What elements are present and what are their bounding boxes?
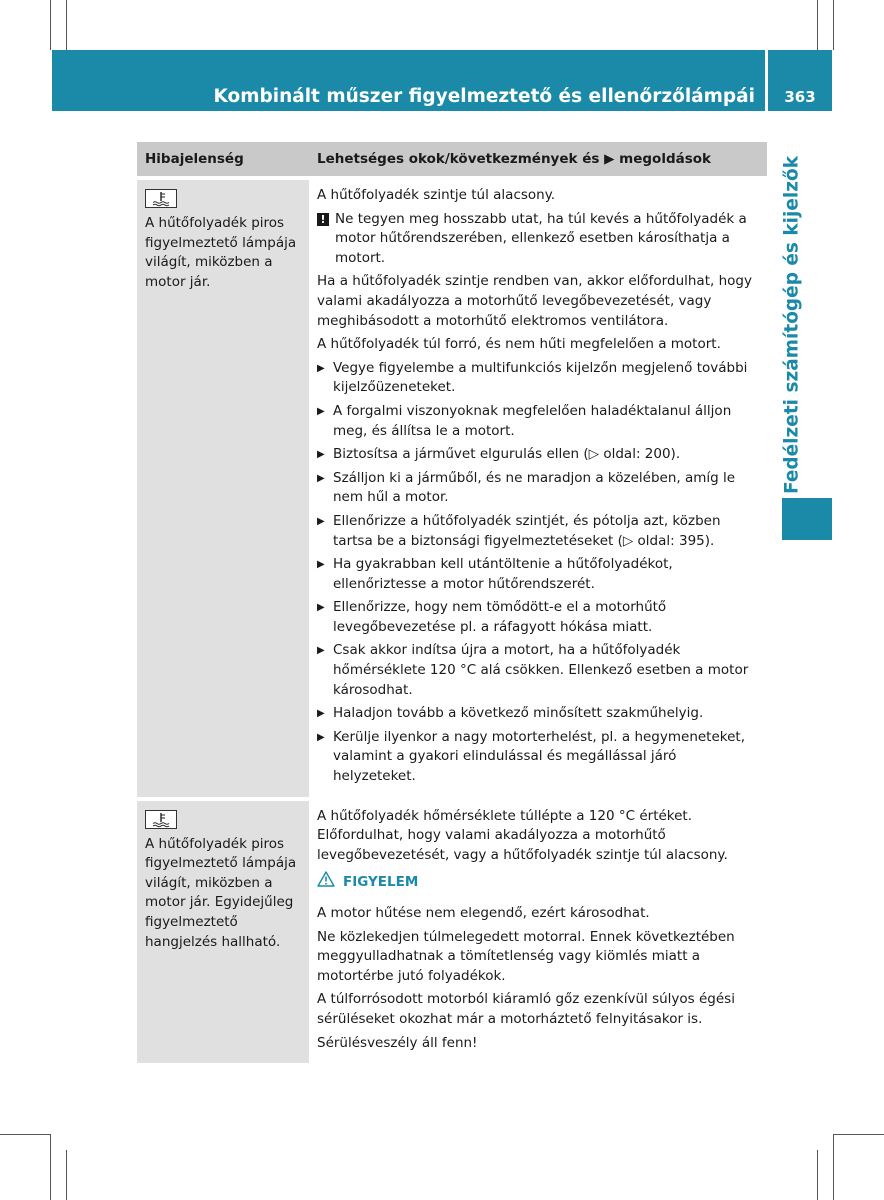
list-item	[317, 598, 763, 637]
crop-mark	[817, 0, 818, 50]
warning-text: Ne tegyen meg hosszabb utat, ha túl kevés a hűtőfolyadék a motor hűtőrendszerében, ellenkező esetben károsíthatja a motort.	[335, 210, 747, 266]
table-row	[137, 797, 767, 1064]
cause-text: Sérülésveszély áll fenn!	[317, 1034, 478, 1051]
crop-mark	[0, 1134, 50, 1135]
list-item-text: Ha gyakrabban kell utántöltenie a hűtőfolyadékot, ellenőriztesse a motor hűtőrendszerét.	[333, 556, 673, 592]
list-item-text: Csak akkor indítsa újra a motort, ha a hűtőfolyadék hőmérséklete 120 °C alá csökken. Ellenkező esetben a motor károsodhat.	[333, 642, 749, 698]
list-item-text: Biztosítsa a járművet elgurulás ellen (▷ oldal: 200).	[333, 446, 681, 463]
list-item	[317, 359, 763, 398]
cause-text: Ne közlekedjen túlmelegedett motorral. Ennek következtében meggyulladhatnak a tömítetlenség vagy kiömlés miatt a motortérbe jutó folyadékok.	[317, 928, 735, 984]
cause-text: A hűtőfolyadék túl forró, és nem hűti megfelelően a motort.	[317, 336, 721, 353]
bullet-arrow-icon: ▶	[317, 472, 325, 484]
caution-title: FIGYELEM	[343, 873, 419, 890]
bullet-arrow-icon: ▶	[317, 559, 325, 571]
crop-mark	[833, 0, 834, 50]
crop-mark	[834, 1134, 884, 1135]
cause-text: A hűtőfolyadék hőmérséklete túllépte a 120 °C értéket. Előfordulhat, hogy valami akadályozza a motorhűtő levegőbevezetését, vagy a hűtőfolyadék szintje túl alacsony.	[317, 807, 728, 863]
list-item-text: Vegye figyelembe a multifunkciós kijelzőn megjelenő további kijelzőüzeneteket.	[333, 359, 748, 396]
page-title: Kombinált műszer figyelmeztető és ellenőrzőlámpái	[213, 86, 755, 107]
table-row	[137, 176, 767, 797]
header-bar	[52, 50, 765, 111]
list-item	[317, 704, 763, 724]
crop-mark	[50, 0, 51, 50]
table-header	[137, 142, 767, 176]
fault-table	[137, 142, 767, 1063]
coolant-temperature-icon	[145, 189, 177, 208]
cause-text: A hűtőfolyadék szintje túl alacsony.	[317, 187, 556, 203]
list-item	[317, 728, 763, 787]
side-section-label	[770, 155, 814, 495]
column-header-causes: Lehetséges okok/következmények és ▶ megoldások	[317, 151, 712, 167]
bullet-arrow-icon: ▶	[317, 449, 325, 461]
cause-text: A túlforrósodott motorból kiáramló gőz ezenkívül súlyos égési sérüléseket okozhat már a motorháztető felnyitásakor is.	[317, 991, 735, 1027]
list-item	[317, 445, 763, 465]
damage-warning	[317, 210, 763, 269]
list-item	[317, 469, 763, 508]
page-number: 363	[784, 88, 816, 106]
list-item-text: Ellenőrizze, hogy nem tömődött-e el a motorhűtő levegőbevezetése pl. a ráfagyott hókása miatt.	[333, 599, 667, 635]
column-header-fault: Hibajelenség	[145, 151, 244, 167]
list-item-text: Szálljon ki a járműből, és ne maradjon a közelében, amíg le nem hűl a motor.	[333, 469, 736, 506]
crop-mark	[50, 1134, 51, 1200]
page-number-box	[768, 50, 832, 111]
bullet-arrow-icon: ▶	[317, 708, 325, 720]
cause-text: A motor hűtése nem elegendő, ezért károsodhat.	[317, 905, 650, 921]
fault-cell	[137, 180, 309, 797]
bullet-arrow-icon: ▶	[317, 515, 325, 527]
crop-mark	[817, 1150, 818, 1200]
causes-cell	[309, 180, 767, 797]
crop-mark	[833, 1134, 834, 1200]
list-item-text: A forgalmi viszonyoknak megfelelően haladéktalanul álljon meg, és állítsa le a motort.	[333, 402, 732, 439]
fault-cell	[137, 801, 309, 1064]
list-item-text: Ellenőrizze a hűtőfolyadék szintjét, és pótolja azt, közben tartsa be a biztonsági figyelmeztetéseket (▷ oldal: 395).	[333, 512, 721, 549]
bullet-arrow-icon: ▶	[317, 731, 325, 743]
warning-exclamation-icon: !	[317, 210, 335, 269]
list-item	[317, 641, 763, 700]
causes-cell	[309, 801, 767, 1064]
bullet-arrow-icon: ▶	[317, 405, 325, 417]
crop-mark	[66, 1150, 67, 1200]
list-item	[317, 402, 763, 441]
list-item-text: Haladjon tovább a következő minősített szakműhelyig.	[333, 705, 704, 722]
warning-triangle-icon	[317, 871, 335, 894]
fault-description: A hűtőfolyadék piros figyelmeztető lámpája világít, miközben a motor jár. Egyidejűleg figyelmeztető hangjelzés hallható.	[145, 835, 297, 950]
caution-heading	[317, 871, 763, 894]
side-section-marker	[782, 498, 832, 540]
list-item-text: Kerülje ilyenkor a nagy motorterhelést, pl. a hegymeneteket, valamint a gyakori elindulással és megállással járó helyzeteket.	[333, 728, 746, 785]
list-item	[317, 555, 763, 594]
bullet-arrow-icon: ▶	[317, 362, 325, 374]
cause-text: Ha a hűtőfolyadék szintje rendben van, akkor előfordulhat, hogy valami akadályozza a motorhűtő levegőbevezetését, vagy meghibásodott a motorhűtő elektromos ventilátora.	[317, 273, 752, 329]
coolant-temperature-icon	[145, 810, 177, 829]
list-item	[317, 512, 763, 551]
bullet-arrow-icon: ▶	[317, 645, 325, 657]
fault-description: A hűtőfolyadék piros figyelmeztető lámpája világít, miközben a motor jár.	[145, 215, 297, 290]
bullet-arrow-icon: ▶	[317, 602, 325, 614]
side-section-text: Fedélzeti számítógép és kijelzők	[781, 155, 803, 495]
crop-mark	[66, 0, 67, 50]
